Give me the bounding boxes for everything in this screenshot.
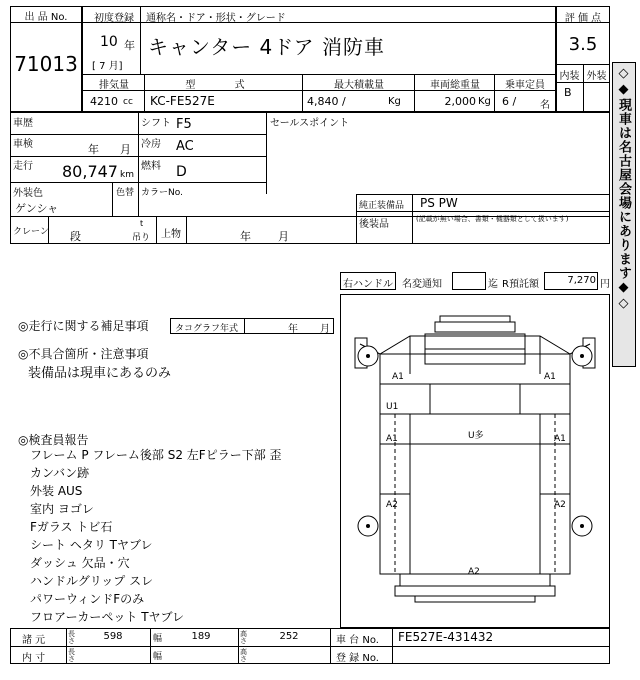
damage-mark: A1 xyxy=(386,434,398,444)
height-value: 252 xyxy=(279,631,299,642)
lot-label: 出 品 No. xyxy=(24,12,68,23)
crane-lift: 吊り xyxy=(132,233,151,243)
capacity-label: 乗車定員 xyxy=(505,80,545,91)
width-value: 189 xyxy=(191,631,211,642)
tacho-label: タコグラフ年式 xyxy=(175,324,239,334)
damage-mark: A2 xyxy=(468,567,480,577)
damage-mark: A1 xyxy=(544,372,556,382)
first-reg-year: 10 xyxy=(100,34,118,50)
inner-height-label: 高さ xyxy=(240,648,247,663)
report-line: カンバン跡 xyxy=(30,466,90,480)
type-label: 型 式 xyxy=(185,80,263,91)
capacity-value: 6 / xyxy=(502,95,517,108)
sales-point-label: セールスポイント xyxy=(270,118,350,129)
retrofit-label: 後装品 xyxy=(359,219,389,230)
inner-label: 内 寸 xyxy=(22,653,46,664)
damage-mark: A2 xyxy=(386,500,398,510)
inner-length-label: 長さ xyxy=(68,648,75,663)
ac-value: AC xyxy=(176,139,194,154)
interior-label: 内装 xyxy=(559,71,580,82)
crane-stage: 段 xyxy=(70,230,81,243)
mileage-unit: km xyxy=(120,170,134,180)
interior-grade: B xyxy=(564,86,572,99)
displacement-label: 排気量 xyxy=(99,80,129,91)
inspection-month: 月 xyxy=(120,143,131,156)
disposal-label: 迄 xyxy=(488,279,498,290)
height-label: 高さ xyxy=(240,630,247,645)
inspector-title: ◎検査員報告 xyxy=(18,433,89,447)
shift-label: シフト xyxy=(141,118,171,129)
lot-number: 71013 xyxy=(14,52,78,76)
model-label: 通称名・ドア・形状・グレード xyxy=(146,13,286,24)
color-value: ゲンシャ xyxy=(15,202,59,215)
mileage-value: 80,747 xyxy=(62,162,118,181)
driving-title: ◎走行に関する補足事項 xyxy=(18,319,149,333)
damage-mark: U1 xyxy=(386,402,399,412)
displacement-value: 4210 xyxy=(90,95,118,108)
damage-mark: A1 xyxy=(392,372,404,382)
exterior-label: 外装 xyxy=(586,71,607,82)
damage-mark: A2 xyxy=(554,500,566,510)
score-value: 3.5 xyxy=(568,34,598,55)
gross-unit: Kg xyxy=(478,96,491,107)
report-line: パワーウィンドFのみ xyxy=(30,592,145,606)
width-label: 幅 xyxy=(153,634,163,644)
load-label: 最大積載量 xyxy=(334,80,384,91)
type-value: KC-FE527E xyxy=(150,94,215,108)
ac-label: 冷房 xyxy=(141,139,161,150)
report-line: ダッシュ 欠品・穴 xyxy=(30,556,130,570)
report-line: 外装 AUS xyxy=(30,484,83,498)
name-change-box xyxy=(452,272,486,290)
upper-year: 年 xyxy=(240,230,251,243)
tacho-month: 月 xyxy=(320,324,330,335)
upper-month: 月 xyxy=(278,230,289,243)
inner-width-label: 幅 xyxy=(153,652,163,662)
gross-label: 車両総重量 xyxy=(430,80,480,91)
truck-diagram xyxy=(340,294,610,628)
load-unit: Kg xyxy=(388,96,401,107)
report-line: シート ヘタリ Tヤブレ xyxy=(30,538,153,552)
report-line: フロアーカーペット Tヤブレ xyxy=(30,610,185,624)
equipment-label: 純正装備品 xyxy=(359,201,405,211)
defect-line: 装備品は現車にあるのみ xyxy=(28,366,172,381)
fuel-value: D xyxy=(176,164,187,180)
color-code-label: 色替 xyxy=(116,188,135,198)
gross-value: 2,000 xyxy=(444,95,476,108)
color-label: 外装色 xyxy=(13,188,43,199)
damage-mark: A1 xyxy=(554,434,566,444)
name-change-label: 名変通知 xyxy=(402,279,442,290)
load-value: 4,840 / xyxy=(307,95,346,108)
retrofit-note: (記載が無い場合、書類・機器類として扱います) xyxy=(416,215,569,223)
reg-label: 登 録 No. xyxy=(336,653,379,664)
shift-value: F5 xyxy=(176,117,192,132)
inspection-year: 年 xyxy=(88,143,99,156)
recycle-unit: 円 xyxy=(600,279,610,290)
first-reg-month: [ 7 月] xyxy=(92,61,123,72)
history-label: 車歴 xyxy=(13,118,33,129)
location-banner-text: ◇◆現車は名古屋会場にあります◆◇ xyxy=(616,66,631,312)
recycle-value: 7,270 xyxy=(567,275,596,286)
first-reg-label: 初度登録 xyxy=(94,13,134,24)
report-line: ハンドルグリップ スレ xyxy=(30,574,154,588)
length-label: 長さ xyxy=(68,630,75,645)
recycle-label: R預託額 xyxy=(502,279,539,290)
score-label: 評 価 点 xyxy=(564,13,602,24)
damage-mark: U多 xyxy=(468,431,484,441)
fuel-label: 燃料 xyxy=(141,161,161,172)
crane-label: クレーン xyxy=(13,227,49,237)
report-line: Fガラス トビ石 xyxy=(30,520,113,534)
right-handle: 右ハンドル xyxy=(343,279,393,290)
crane-ton: t xyxy=(140,219,144,228)
chassis-value: FE527E-431432 xyxy=(398,630,494,644)
color-no-label: カラーNo. xyxy=(141,188,183,198)
displacement-unit: cc xyxy=(123,97,133,107)
chassis-label: 車 台 No. xyxy=(336,635,379,646)
capacity-unit: 名 xyxy=(540,100,550,111)
equipment-value: PS PW xyxy=(420,196,458,210)
upper-label: 上物 xyxy=(161,229,181,240)
report-line: 室内 ヨゴレ xyxy=(30,502,94,516)
inspection-label: 車検 xyxy=(13,139,33,150)
first-reg-year-unit: 年 xyxy=(124,39,135,52)
report-line: フレーム P フレーム後部 S2 左Fピラー下部 歪 xyxy=(30,448,282,462)
defect-title: ◎不具合箇所・注意事項 xyxy=(18,347,149,361)
dims-label: 諸 元 xyxy=(22,635,46,646)
mileage-label: 走行 xyxy=(13,161,33,172)
model-name: キャンター 4ドア 消防車 xyxy=(148,35,386,59)
tacho-year: 年 xyxy=(288,324,298,335)
length-value: 598 xyxy=(103,631,123,642)
